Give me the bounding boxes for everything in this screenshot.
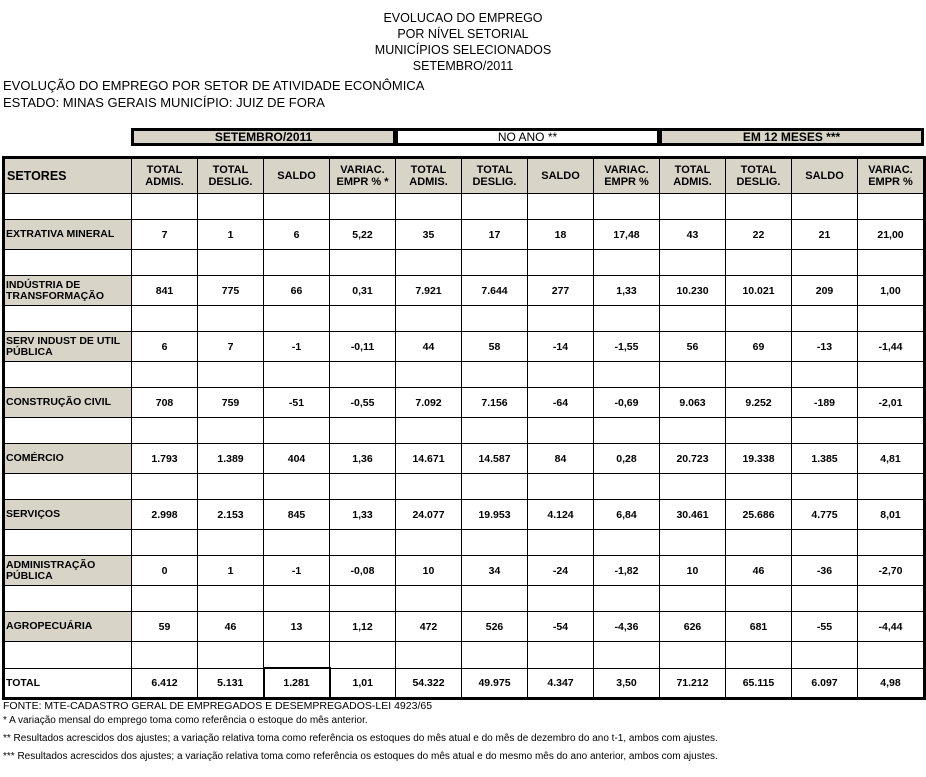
column-header: TOTAL DESLIG. — [198, 158, 264, 194]
empty-cell — [198, 586, 264, 612]
value-cell: 0,28 — [594, 444, 660, 474]
empty-cell — [330, 642, 396, 669]
empty-cell — [792, 362, 858, 388]
value-cell: 1,12 — [330, 612, 396, 642]
value-cell: 19.953 — [462, 500, 528, 530]
empty-cell — [264, 642, 330, 669]
empty-cell — [198, 194, 264, 220]
empty-cell — [462, 642, 528, 669]
empty-cell — [792, 530, 858, 556]
empty-cell — [462, 474, 528, 500]
empty-cell — [396, 642, 462, 669]
value-cell: 841 — [132, 276, 198, 306]
empty-cell — [4, 250, 132, 276]
value-cell: 775 — [198, 276, 264, 306]
empty-cell — [660, 474, 726, 500]
column-header: TOTAL DESLIG. — [462, 158, 528, 194]
value-cell: 84 — [528, 444, 594, 474]
empty-cell — [528, 362, 594, 388]
value-cell: 71.212 — [660, 668, 726, 699]
value-cell: 1.281 — [264, 668, 330, 699]
value-cell: 277 — [528, 276, 594, 306]
empty-cell — [858, 642, 925, 669]
empty-cell — [462, 194, 528, 220]
empty-cell — [198, 362, 264, 388]
value-cell: 7 — [198, 332, 264, 362]
value-cell: 472 — [396, 612, 462, 642]
sector-label: EXTRATIVA MINERAL — [4, 220, 132, 250]
value-cell: 3,50 — [594, 668, 660, 699]
empty-cell — [528, 194, 594, 220]
value-cell: 7 — [132, 220, 198, 250]
value-cell: 24.077 — [396, 500, 462, 530]
value-cell: 1 — [198, 220, 264, 250]
value-cell: 1.389 — [198, 444, 264, 474]
table-row — [4, 444, 925, 474]
empty-cell — [4, 306, 132, 332]
value-cell: -1 — [264, 332, 330, 362]
title-line: POR NÍVEL SETORIAL — [397, 27, 529, 41]
column-header: SALDO — [792, 158, 858, 194]
value-cell: -1 — [264, 556, 330, 586]
empty-cell — [132, 586, 198, 612]
empty-cell — [594, 362, 660, 388]
value-cell: 4,98 — [858, 668, 925, 699]
footnote: *** Resultados acrescidos dos ajustes; a variação relativa toma como referência os estoques do mês atual e do mesmo mês do ano anterior, ambos com ajustes. — [3, 751, 718, 762]
column-header: SALDO — [528, 158, 594, 194]
empty-cell — [726, 306, 792, 332]
value-cell: -36 — [792, 556, 858, 586]
empty-cell — [528, 418, 594, 444]
value-cell: 626 — [660, 612, 726, 642]
empty-cell — [858, 586, 925, 612]
value-cell: 13 — [264, 612, 330, 642]
value-cell: 6 — [132, 332, 198, 362]
empty-cell — [528, 586, 594, 612]
value-cell: 4.775 — [792, 500, 858, 530]
value-cell: 1,00 — [858, 276, 925, 306]
empty-cell — [132, 306, 198, 332]
column-header: TOTAL ADMIS. — [660, 158, 726, 194]
value-cell: 9.252 — [726, 388, 792, 418]
value-cell: 30.461 — [660, 500, 726, 530]
column-header: TOTAL DESLIG. — [726, 158, 792, 194]
sector-label: SERVIÇOS — [4, 500, 132, 530]
empty-cell — [594, 418, 660, 444]
column-header: VARIAC. EMPR % — [594, 158, 660, 194]
value-cell: 46 — [198, 612, 264, 642]
empty-cell — [462, 530, 528, 556]
empty-cell — [264, 306, 330, 332]
value-cell: 5.131 — [198, 668, 264, 699]
value-cell: 4,81 — [858, 444, 925, 474]
title-line: MUNICÍPIOS SELECIONADOS — [374, 43, 552, 57]
empty-cell — [396, 418, 462, 444]
value-cell: 21 — [792, 220, 858, 250]
spacer-row — [4, 194, 925, 220]
value-cell: 681 — [726, 612, 792, 642]
value-cell: 7.092 — [396, 388, 462, 418]
table-row — [4, 332, 925, 362]
value-cell: -0,08 — [330, 556, 396, 586]
empty-cell — [726, 530, 792, 556]
empty-cell — [594, 250, 660, 276]
empty-cell — [330, 586, 396, 612]
empty-cell — [660, 194, 726, 220]
report-subtitle: EVOLUÇÃO DO EMPREGO POR SETOR DE ATIVIDADE ECONÔMICA — [3, 78, 425, 93]
empty-cell — [330, 194, 396, 220]
empty-cell — [198, 642, 264, 669]
empty-cell — [396, 474, 462, 500]
empty-cell — [132, 194, 198, 220]
empty-cell — [528, 474, 594, 500]
empty-cell — [396, 250, 462, 276]
empty-cell — [660, 250, 726, 276]
empty-cell — [528, 530, 594, 556]
value-cell: 4.347 — [528, 668, 594, 699]
empty-cell — [132, 362, 198, 388]
empty-cell — [594, 474, 660, 500]
empty-cell — [396, 306, 462, 332]
value-cell: 1,01 — [330, 668, 396, 699]
spacer-row — [4, 250, 925, 276]
value-cell: 46 — [726, 556, 792, 586]
value-cell: 2.153 — [198, 500, 264, 530]
value-cell: -4,44 — [858, 612, 925, 642]
source-note: FONTE: MTE-CADASTRO GERAL DE EMPREGADOS E DESEMPREGADOS-LEI 4923/65 — [3, 700, 433, 712]
empty-cell — [198, 530, 264, 556]
value-cell: 21,00 — [858, 220, 925, 250]
column-header: VARIAC. EMPR % — [858, 158, 925, 194]
empty-cell — [396, 530, 462, 556]
value-cell: 1.385 — [792, 444, 858, 474]
value-cell: 58 — [462, 332, 528, 362]
empty-cell — [660, 306, 726, 332]
empty-cell — [264, 362, 330, 388]
value-cell: 759 — [198, 388, 264, 418]
value-cell: 9.063 — [660, 388, 726, 418]
empty-cell — [528, 250, 594, 276]
empty-cell — [132, 418, 198, 444]
value-cell: 10.230 — [660, 276, 726, 306]
value-cell: -4,36 — [594, 612, 660, 642]
empty-cell — [132, 250, 198, 276]
empty-cell — [594, 306, 660, 332]
empty-cell — [4, 642, 132, 669]
value-cell: 526 — [462, 612, 528, 642]
header-row — [4, 158, 925, 194]
table-row — [4, 500, 925, 530]
sector-label: INDÚSTRIA DE TRANSFORMAÇÃO — [4, 276, 132, 306]
value-cell: -1,82 — [594, 556, 660, 586]
value-cell: 6 — [264, 220, 330, 250]
empty-cell — [132, 474, 198, 500]
value-cell: -2,70 — [858, 556, 925, 586]
value-cell: 7.921 — [396, 276, 462, 306]
value-cell: 19.338 — [726, 444, 792, 474]
value-cell: 65.115 — [726, 668, 792, 699]
sector-label: SERV INDUST DE UTIL PÚBLICA — [4, 332, 132, 362]
value-cell: -2,01 — [858, 388, 925, 418]
value-cell: 1,33 — [330, 500, 396, 530]
spacer-row — [4, 418, 925, 444]
empty-cell — [4, 418, 132, 444]
value-cell: -189 — [792, 388, 858, 418]
column-header: TOTAL ADMIS. — [396, 158, 462, 194]
value-cell: -55 — [792, 612, 858, 642]
empty-cell — [330, 474, 396, 500]
value-cell: 0,31 — [330, 276, 396, 306]
value-cell: 1.793 — [132, 444, 198, 474]
empty-cell — [660, 362, 726, 388]
empty-cell — [594, 194, 660, 220]
value-cell: 69 — [726, 332, 792, 362]
empty-cell — [792, 418, 858, 444]
empty-cell — [792, 642, 858, 669]
empty-cell — [462, 306, 528, 332]
table-row — [4, 668, 925, 699]
empty-cell — [528, 306, 594, 332]
value-cell: 17,48 — [594, 220, 660, 250]
value-cell: -0,11 — [330, 332, 396, 362]
value-cell: 43 — [660, 220, 726, 250]
value-cell: -13 — [792, 332, 858, 362]
empty-cell — [726, 642, 792, 669]
empty-cell — [594, 530, 660, 556]
value-cell: 209 — [792, 276, 858, 306]
empty-cell — [858, 474, 925, 500]
empty-cell — [462, 250, 528, 276]
empty-cell — [726, 362, 792, 388]
empty-cell — [660, 418, 726, 444]
value-cell: 4.124 — [528, 500, 594, 530]
sector-label: COMÉRCIO — [4, 444, 132, 474]
empty-cell — [792, 250, 858, 276]
empty-cell — [660, 530, 726, 556]
empty-cell — [462, 586, 528, 612]
value-cell: 34 — [462, 556, 528, 586]
sector-label: AGROPECUÁRIA — [4, 612, 132, 642]
empty-cell — [726, 586, 792, 612]
value-cell: 18 — [528, 220, 594, 250]
empty-cell — [726, 194, 792, 220]
empty-cell — [858, 306, 925, 332]
empty-cell — [330, 250, 396, 276]
empty-cell — [726, 474, 792, 500]
employment-table — [2, 156, 926, 700]
table-row — [4, 220, 925, 250]
empty-cell — [726, 250, 792, 276]
empty-cell — [132, 642, 198, 669]
empty-cell — [330, 530, 396, 556]
empty-cell — [858, 194, 925, 220]
empty-cell — [264, 474, 330, 500]
empty-cell — [594, 642, 660, 669]
value-cell: 7.644 — [462, 276, 528, 306]
sector-label: CONSTRUÇÃO CIVIL — [4, 388, 132, 418]
empty-cell — [330, 362, 396, 388]
spacer-row — [4, 362, 925, 388]
value-cell: 708 — [132, 388, 198, 418]
empty-cell — [264, 586, 330, 612]
empty-cell — [858, 362, 925, 388]
empty-cell — [396, 194, 462, 220]
value-cell: 1 — [198, 556, 264, 586]
value-cell: 6,84 — [594, 500, 660, 530]
value-cell: -14 — [528, 332, 594, 362]
spacer-row — [4, 474, 925, 500]
empty-cell — [198, 306, 264, 332]
sector-label: TOTAL — [4, 668, 132, 699]
value-cell: 59 — [132, 612, 198, 642]
value-cell: -0,55 — [330, 388, 396, 418]
empty-cell — [330, 306, 396, 332]
value-cell: 1,33 — [594, 276, 660, 306]
value-cell: 7.156 — [462, 388, 528, 418]
group-header-month: SETEMBRO/2011 — [131, 128, 396, 146]
spacer-row — [4, 530, 925, 556]
table-row — [4, 556, 925, 586]
value-cell: -1,44 — [858, 332, 925, 362]
report-title — [0, 10, 926, 74]
empty-cell — [792, 194, 858, 220]
value-cell: -0,69 — [594, 388, 660, 418]
spacer-row — [4, 306, 925, 332]
empty-cell — [792, 586, 858, 612]
value-cell: 17 — [462, 220, 528, 250]
empty-cell — [4, 530, 132, 556]
value-cell: -54 — [528, 612, 594, 642]
empty-cell — [264, 530, 330, 556]
empty-cell — [264, 418, 330, 444]
column-header: TOTAL ADMIS. — [132, 158, 198, 194]
empty-cell — [264, 250, 330, 276]
value-cell: 404 — [264, 444, 330, 474]
empty-cell — [792, 306, 858, 332]
value-cell: 56 — [660, 332, 726, 362]
title-line: EVOLUCAO DO EMPREGO — [383, 11, 543, 25]
empty-cell — [198, 474, 264, 500]
empty-cell — [858, 418, 925, 444]
empty-cell — [528, 642, 594, 669]
empty-cell — [4, 194, 132, 220]
value-cell: 6.412 — [132, 668, 198, 699]
empty-cell — [792, 474, 858, 500]
value-cell: 35 — [396, 220, 462, 250]
value-cell: -64 — [528, 388, 594, 418]
empty-cell — [396, 362, 462, 388]
value-cell: 5,22 — [330, 220, 396, 250]
empty-cell — [4, 474, 132, 500]
empty-cell — [858, 250, 925, 276]
state-municipality: ESTADO: MINAS GERAIS MUNICÍPIO: JUIZ DE FORA — [3, 95, 325, 110]
footnote: ** Resultados acrescidos dos ajustes; a variação relativa toma como referência os estoques do mês atual e do mês de dezembro do ano t-1, ambos com ajustes. — [3, 733, 718, 744]
sector-label: ADMINISTRAÇÃO PÚBLICA — [4, 556, 132, 586]
group-header-12-months: EM 12 MESES *** — [659, 128, 924, 146]
empty-cell — [264, 194, 330, 220]
value-cell: 44 — [396, 332, 462, 362]
empty-cell — [198, 250, 264, 276]
value-cell: 2.998 — [132, 500, 198, 530]
empty-cell — [594, 586, 660, 612]
column-header: SETORES — [4, 158, 132, 194]
empty-cell — [330, 418, 396, 444]
value-cell: 10 — [396, 556, 462, 586]
value-cell: 49.975 — [462, 668, 528, 699]
value-cell: 20.723 — [660, 444, 726, 474]
group-header-year: NO ANO ** — [395, 128, 660, 146]
table-row — [4, 276, 925, 306]
value-cell: 8,01 — [858, 500, 925, 530]
footnote: * A variação mensal do emprego toma como referência o estoque do mês anterior. — [3, 715, 368, 726]
table-row — [4, 388, 925, 418]
spacer-row — [4, 642, 925, 669]
spacer-row — [4, 586, 925, 612]
empty-cell — [132, 530, 198, 556]
column-header: SALDO — [264, 158, 330, 194]
value-cell: 14.671 — [396, 444, 462, 474]
value-cell: 22 — [726, 220, 792, 250]
value-cell: -1,55 — [594, 332, 660, 362]
empty-cell — [4, 586, 132, 612]
empty-cell — [858, 530, 925, 556]
value-cell: -51 — [264, 388, 330, 418]
empty-cell — [660, 642, 726, 669]
value-cell: 10 — [660, 556, 726, 586]
empty-cell — [462, 418, 528, 444]
empty-cell — [462, 362, 528, 388]
value-cell: 66 — [264, 276, 330, 306]
value-cell: 54.322 — [396, 668, 462, 699]
value-cell: 845 — [264, 500, 330, 530]
value-cell: 14.587 — [462, 444, 528, 474]
value-cell: -24 — [528, 556, 594, 586]
value-cell: 6.097 — [792, 668, 858, 699]
empty-cell — [4, 362, 132, 388]
title-line: SETEMBRO/2011 — [412, 59, 514, 73]
empty-cell — [396, 586, 462, 612]
value-cell: 25.686 — [726, 500, 792, 530]
table-row — [4, 612, 925, 642]
empty-cell — [660, 586, 726, 612]
column-header: VARIAC. EMPR % * — [330, 158, 396, 194]
value-cell: 10.021 — [726, 276, 792, 306]
value-cell: 0 — [132, 556, 198, 586]
empty-cell — [198, 418, 264, 444]
empty-cell — [726, 418, 792, 444]
value-cell: 1,36 — [330, 444, 396, 474]
